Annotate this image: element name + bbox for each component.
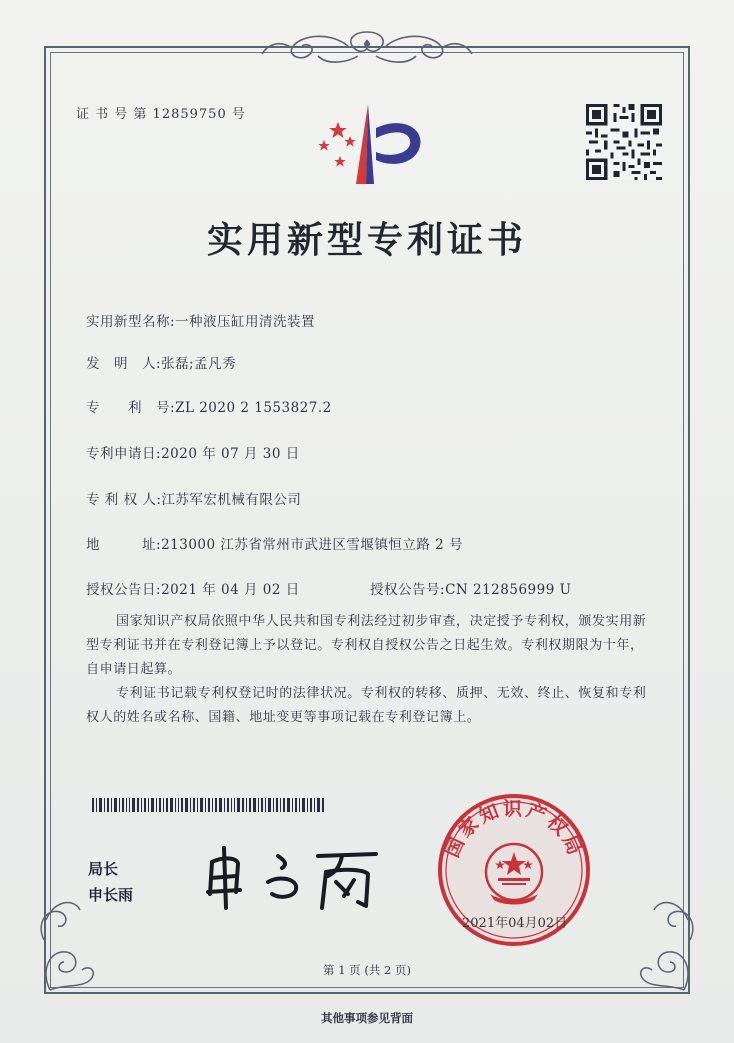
field-label: 专利申请日: (86, 446, 162, 462)
field-label: 专 利 号: (86, 400, 176, 416)
seal-date: 2021年04月02日 (462, 916, 568, 931)
field-value: CN 212856999 U (445, 582, 572, 598)
field-patent-number (86, 396, 332, 416)
director-title: 局长 (88, 860, 119, 878)
field-value: 一种液压缸用清洗装置 (175, 314, 316, 330)
field-utility-model-name (86, 310, 315, 330)
field-value: 2021 年 04 月 02 日 (161, 582, 300, 598)
qr-code (586, 104, 662, 180)
field-grant-number (370, 578, 571, 598)
certificate-number-label: 证 书 号 第 (76, 107, 148, 122)
director-name: 申长雨 (88, 886, 134, 904)
svg-text:国家知识产权局: 国家知识产权局 (441, 797, 587, 861)
field-value: ZL 2020 2 1553827.2 (175, 400, 332, 416)
top-ornament (258, 26, 476, 70)
field-label: 地 址: (86, 537, 162, 553)
field-address (86, 533, 463, 553)
barcode (92, 798, 326, 812)
field-value: 2020 年 07 月 30 日 (161, 446, 300, 462)
field-label: 专 利 权 人: (86, 492, 162, 508)
page-number: 第 1 页 (共 2 页) (323, 963, 411, 977)
field-value: 213000 江苏省常州市武进区雪堰镇恒立路 2 号 (161, 537, 464, 553)
body-paragraph-1: 国家知识产权局依照中华人民共和国专利法经过初步审查，决定授予专利权，颁发实用新型专利证书并在专利登记簿上予以登记。专利权自授权公告之日起生效。专利权期限为十年，自申请日起算。 (86, 614, 647, 677)
field-value: 江苏军宏机械有限公司 (161, 492, 302, 508)
cnipa-logo (312, 98, 430, 192)
certificate-number-suffix: 号 (231, 107, 246, 122)
field-patentee (86, 488, 301, 508)
back-note: 其他事项参见背面 (321, 1011, 413, 1025)
certificate-title: 实用新型专利证书 (206, 219, 527, 261)
body-paragraph-2: 专利证书记载专利权登记时的法律状况。专利权的转移、质押、无效、终止、恢复和专利权人的姓名或名称、国籍、地址变更等事项记载在专利登记簿上。 (86, 686, 647, 725)
field-label: 实用新型名称: (86, 314, 176, 330)
field-inventor (86, 352, 236, 372)
field-grant-date (86, 578, 300, 598)
field-label: 授权公告日: (86, 582, 162, 598)
field-filing-date (86, 442, 300, 462)
certificate-number (76, 103, 246, 122)
field-value: 张磊;孟凡秀 (161, 356, 237, 372)
field-label: 发 明 人: (86, 356, 162, 372)
certificate-number-value: 12859750 (152, 107, 227, 122)
handwritten-signature (198, 842, 388, 912)
bottom-right-ornament (624, 880, 704, 1000)
field-label: 授权公告号: (370, 582, 446, 598)
